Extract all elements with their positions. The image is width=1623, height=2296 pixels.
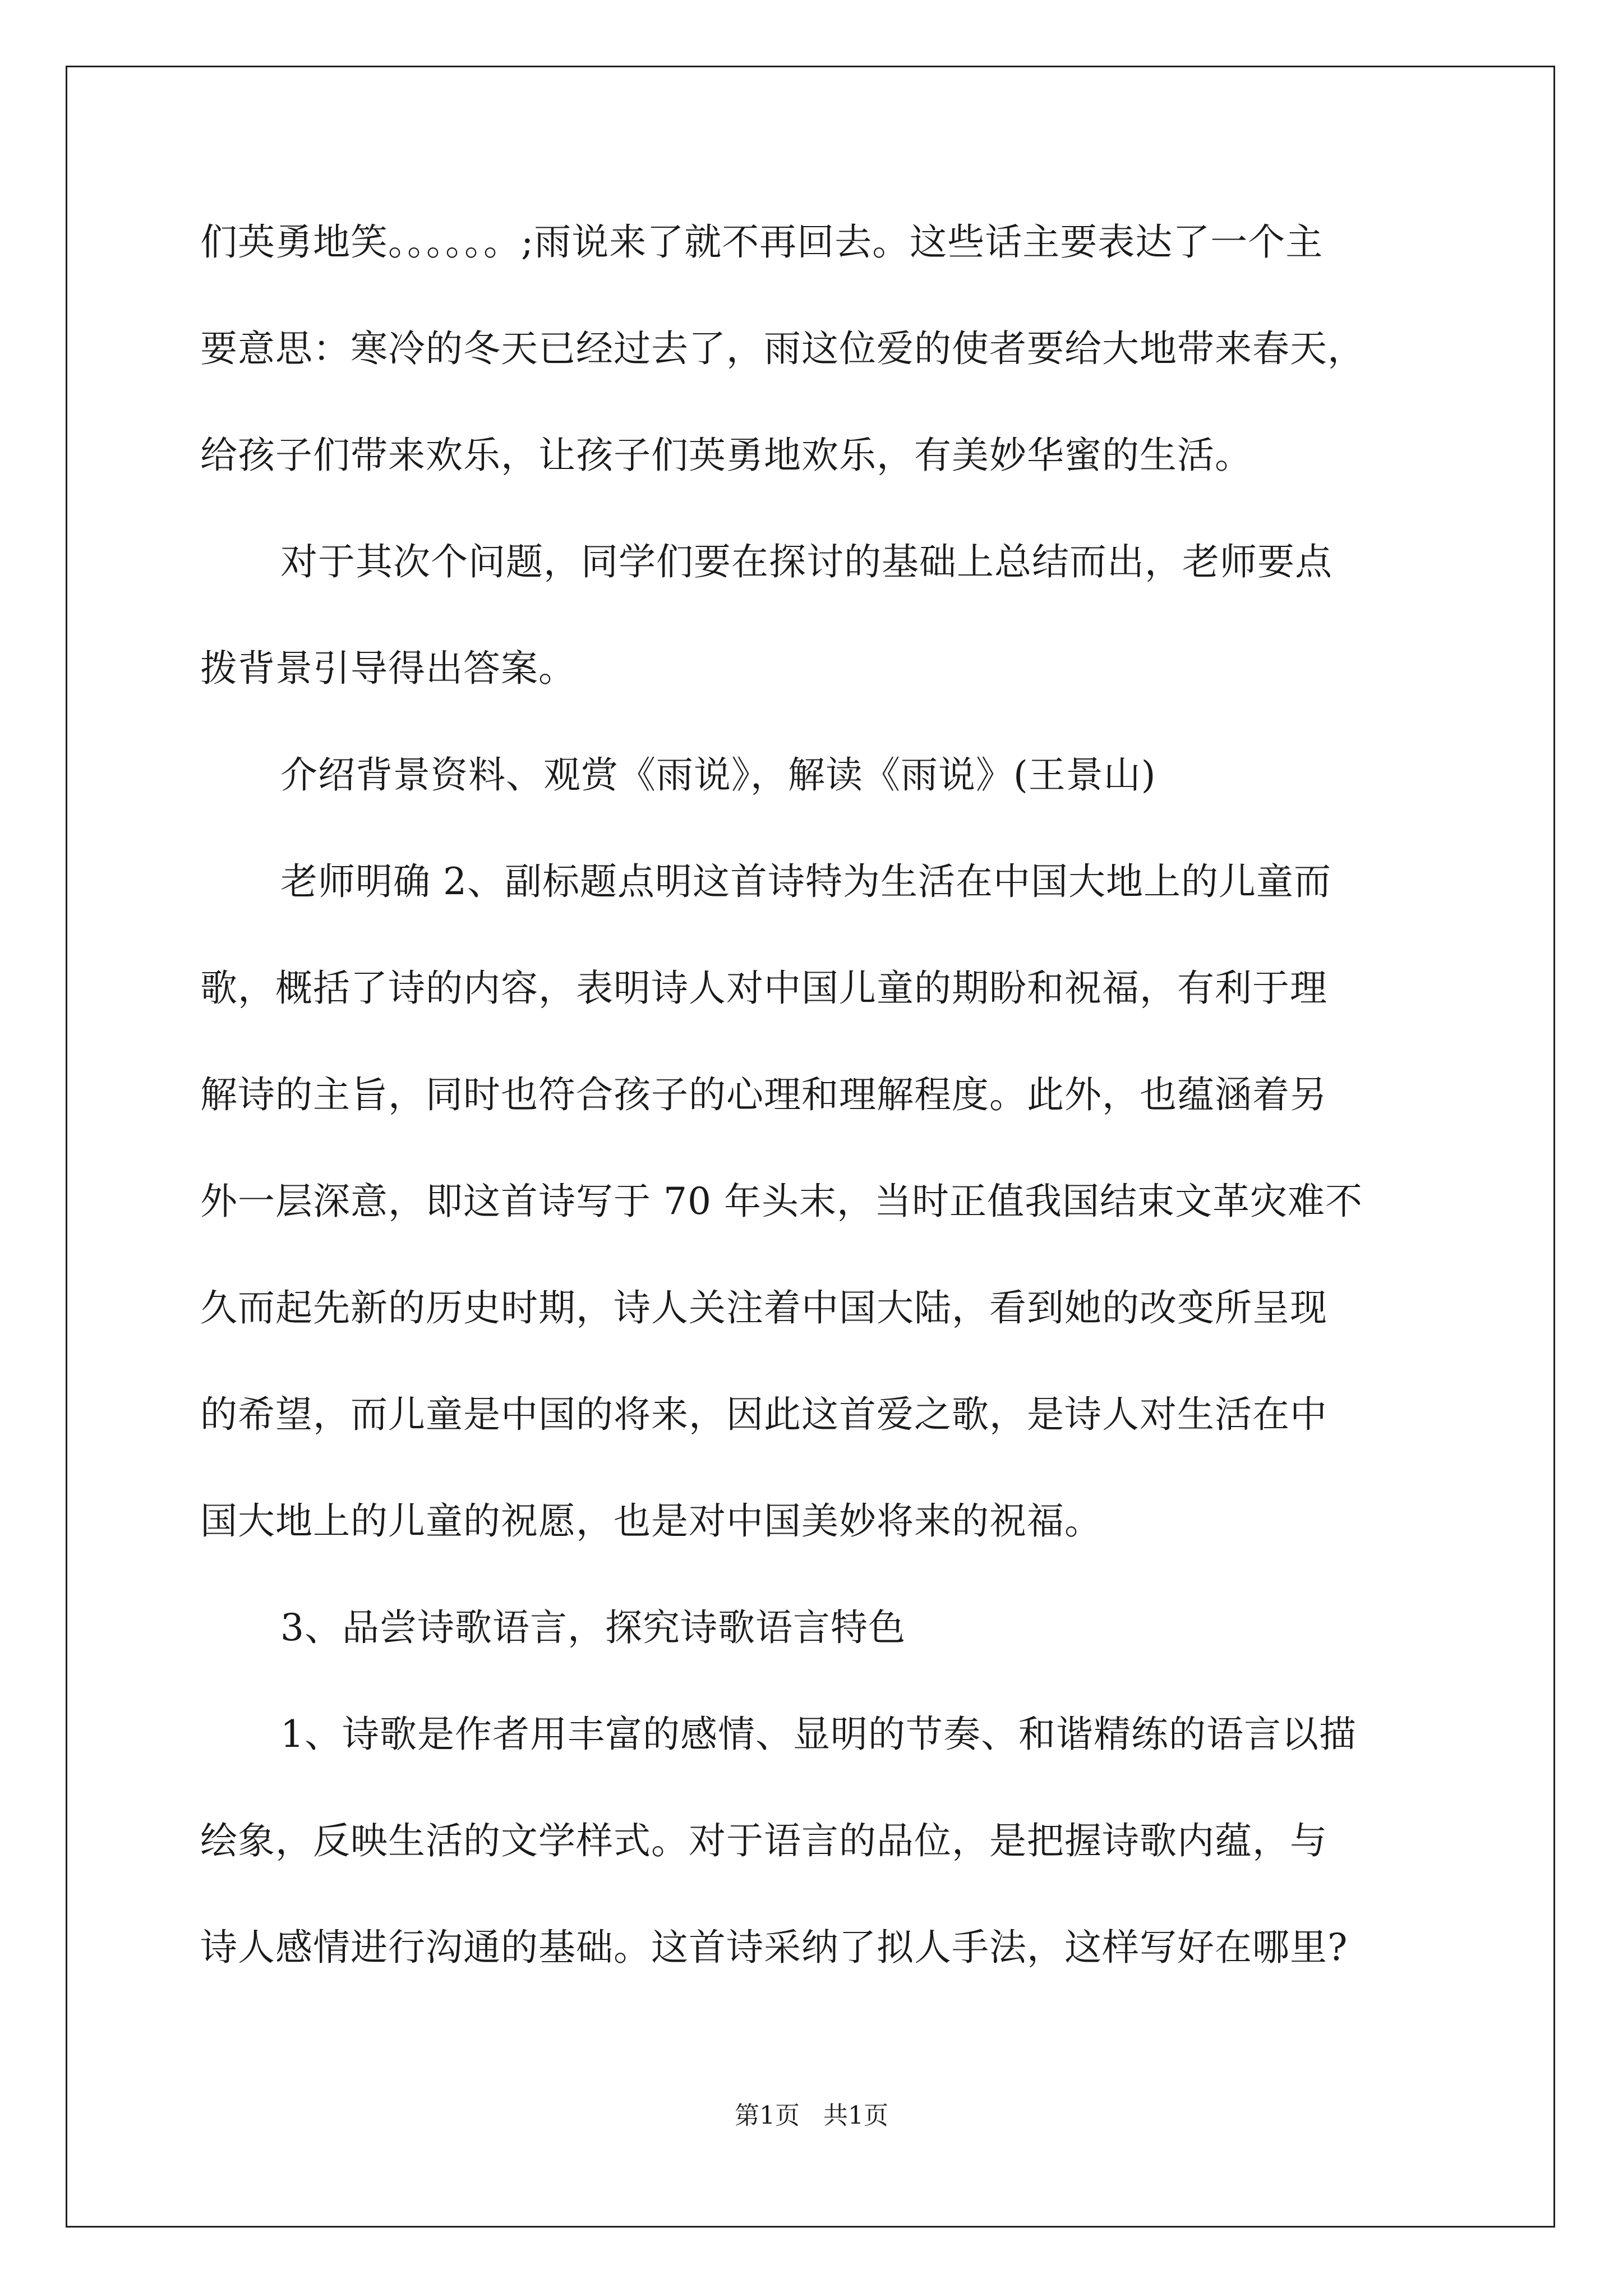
- text-line-7: 老师明确 2、副标题点明这首诗特为生活在中国大地上的儿童而: [280, 860, 1331, 903]
- text-line-5: 拨背景引导得出答案。: [200, 647, 576, 690]
- text-line-1: 们英勇地笑。。。。。。;雨说来了就不再回去。这些话主要表达了一个主: [200, 220, 1324, 264]
- text-line-4: 对于其次个问题，同学们要在探讨的基础上总结而出，老师要点: [280, 540, 1332, 583]
- text-line-2: 要意思：寒冷的冬天已经过去了，雨这位爱的使者要给大地带来春天，: [200, 327, 1365, 370]
- text-line-14: 3、品尝诗歌语言，探究诗歌语言特色: [280, 1606, 906, 1649]
- page-border: [66, 66, 1555, 2228]
- text-line-13: 国大地上的儿童的祝愿，也是对中国美妙将来的祝福。: [200, 1499, 1102, 1543]
- text-line-17: 诗人感情进行沟通的基础。这首诗采纳了拟人手法，这样写好在哪里?: [200, 1926, 1348, 1969]
- text-line-9: 解诗的主旨，同时也符合孩子的心理和理解程度。此外，也蕴涵着另: [200, 1073, 1327, 1116]
- text-line-3: 给孩子们带来欢乐，让孩子们英勇地欢乐，有美妙华蜜的生活。: [200, 434, 1252, 477]
- text-line-11: 久而起先新的历史时期，诗人关注着中国大陆，看到她的改变所呈现: [200, 1286, 1327, 1329]
- text-line-8: 歌，概括了诗的内容，表明诗人对中国儿童的期盼和祝福，有利于理: [200, 967, 1327, 1010]
- page-footer: 第1页 共1页: [735, 2101, 888, 2130]
- text-line-10: 外一层深意，即这首诗写于 70 年头末，当时正值我国结束文革灾难不: [200, 1180, 1363, 1223]
- text-line-15: 1、诗歌是作者用丰富的感情、显明的节奏、和谐精练的语言以描: [280, 1713, 1357, 1756]
- text-line-16: 绘象，反映生活的文学样式。对于语言的品位，是把握诗歌内蕴，与: [200, 1819, 1327, 1862]
- text-line-6: 介绍背景资料、观赏《雨说》，解读《雨说》(王景山): [280, 753, 1156, 797]
- text-line-12: 的希望，而儿童是中国的将来，因此这首爱之歌，是诗人对生活在中: [200, 1393, 1327, 1436]
